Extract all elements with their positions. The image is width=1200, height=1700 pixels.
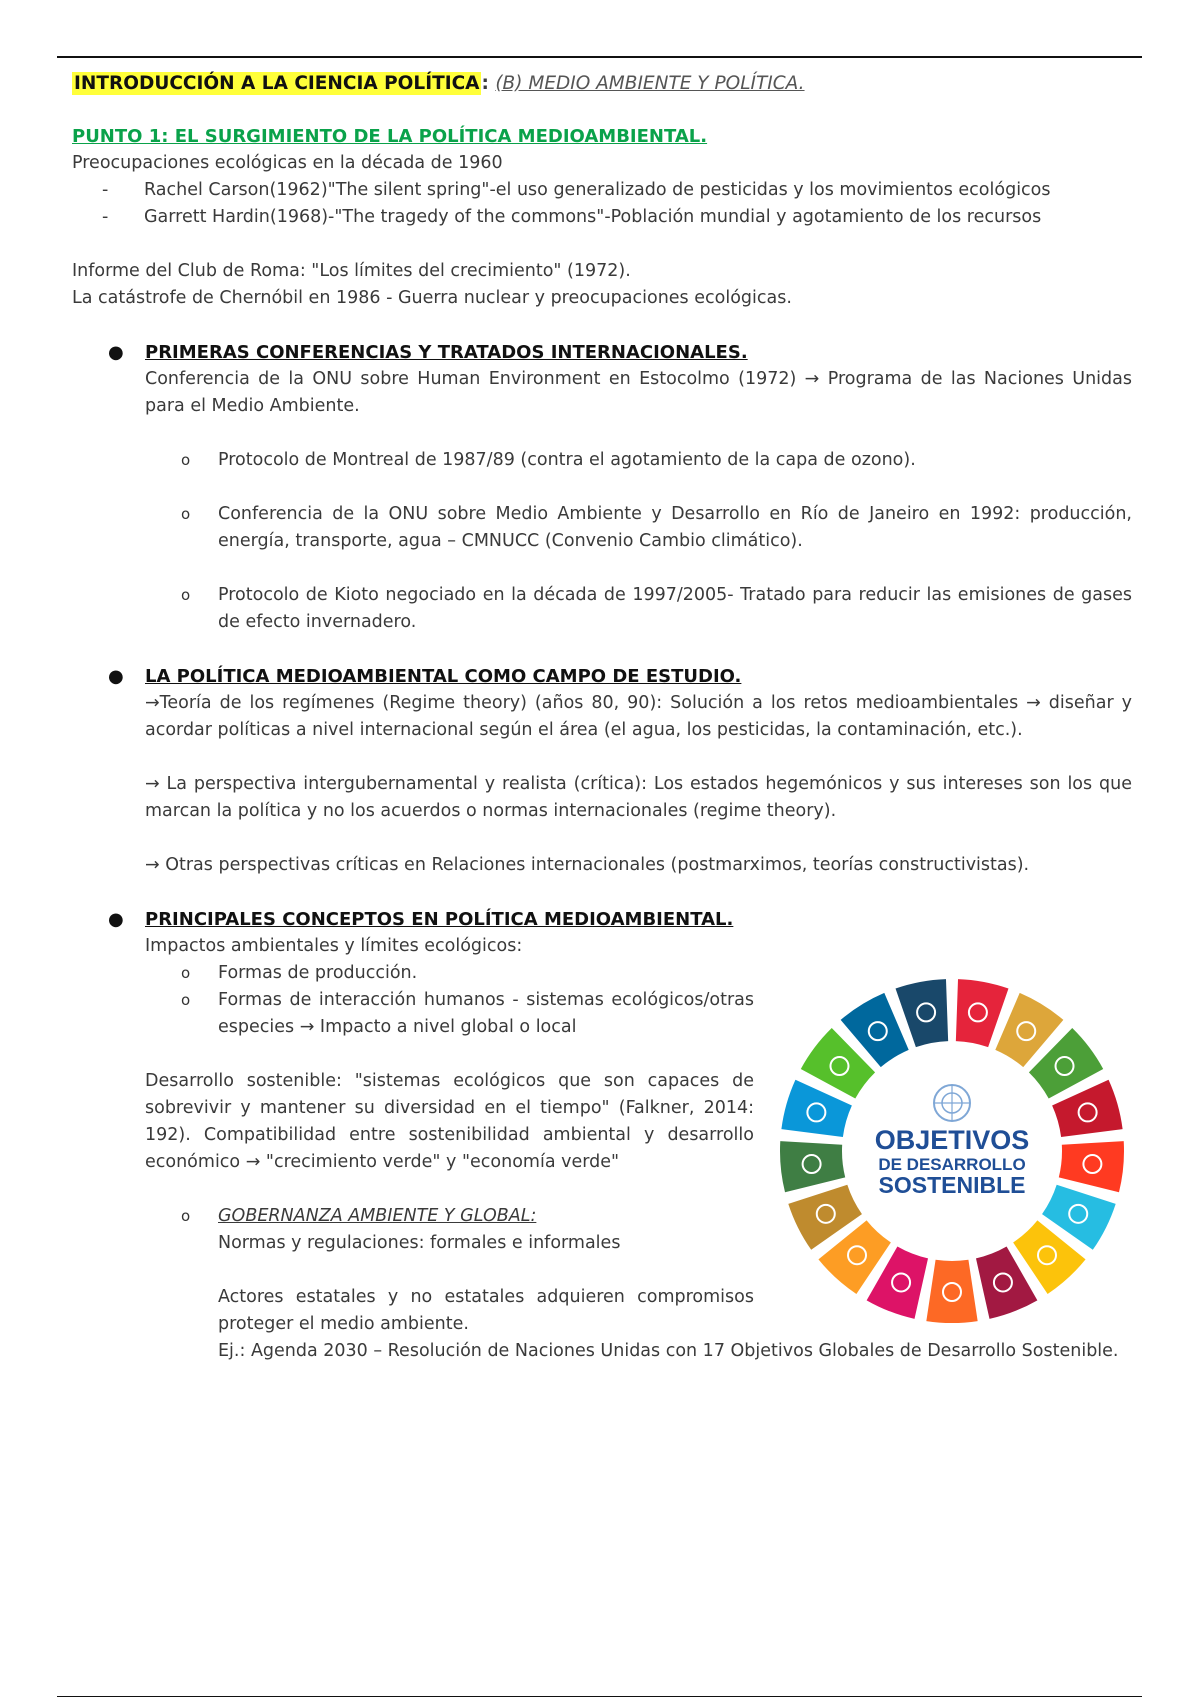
list-item (145, 1203, 754, 1338)
section-intro: Conferencia de la ONU sobre Human Environment en Estocolmo (1972) → Programa de las Naciones Unidas para el Medio Ambiente. (145, 369, 1132, 416)
list-item: o Conferencia de la ONU sobre Medio Ambiente y Desarrollo en Río de Janeiro en 1992: producción, energía, transporte, agua – CMNUCC (Convenio Cambio climático). (145, 501, 1132, 555)
list-item: o Formas de interacción humanos - sistemas ecológicos/otras especies → Impacto a nivel global o local (145, 987, 754, 1041)
bullet-icon: ● (108, 909, 124, 930)
sdg-segment (780, 1141, 845, 1192)
bullet-icon: ● (108, 666, 124, 687)
sdg-logo-line1: OBJETIVOS (874, 1125, 1030, 1155)
section-title: PRINCIPALES CONCEPTOS EN POLÍTICA MEDIOAMBIENTAL. (145, 909, 734, 930)
section-conceptos (72, 906, 1132, 1365)
desarrollo-sostenible-paragraph: Desarrollo sostenible: "sistemas ecológicos que son capaces de sobrevivir y mantener su diversidad en el tiempo" (Falkner, 2014: 192). Compatibilidad entre sostenibilidad ambiental y desarrollo económico → "crecimiento verde" y "economía verde" (145, 1071, 754, 1172)
punto1-intro: Preocupaciones ecológicas en la década de 1960 (72, 153, 503, 173)
section-campo-estudio (72, 663, 1132, 879)
list-item: - Garrett Hardin(1968)-"The tragedy of the commons"-Población mundial y agotamiento de los recursos (102, 204, 1132, 231)
punto1-list (72, 177, 1132, 231)
sdg-logo-line2: DE DESARROLLO (878, 1155, 1026, 1174)
punto1-title: PUNTO 1: EL SURGIMIENTO DE LA POLÍTICA MEDIOAMBIENTAL. (72, 126, 708, 147)
section-intro: Impactos ambientales y límites ecológicos: (145, 936, 523, 956)
realist-paragraph: → La perspectiva intergubernamental y realista (crítica): Los estados hegemónicos y sus intereses son los que marcan la política y no los acuerdos o normas internacionales (regime theory). (145, 774, 1132, 821)
chernobil-line: La catástrofe de Chernóbil en 1986 - Guerra nuclear y preocupaciones ecológicas. (72, 288, 792, 308)
list-item: o Formas de producción. (145, 960, 754, 987)
gobernanza-list (72, 1203, 754, 1338)
sdg-segment (1059, 1141, 1124, 1192)
bullet-icon: ● (108, 342, 124, 363)
sdg-segment (926, 1260, 977, 1323)
club-roma-line: Informe del Club de Roma: "Los límites del crecimiento" (1972). (72, 261, 631, 281)
list-item: o Protocolo de Montreal de 1987/89 (contra el agotamiento de la capa de ozono). (145, 447, 1132, 474)
sdg-logo-line3: SOSTENIBLE (878, 1172, 1026, 1198)
section-title: LA POLÍTICA MEDIOAMBIENTAL COMO CAMPO DE ESTUDIO. (145, 666, 742, 687)
document-body (72, 70, 1132, 1365)
impactos-list (72, 960, 754, 1041)
title-separator: : (481, 73, 489, 94)
document-title: INTRODUCCIÓN A LA CIENCIA POLÍTICA (74, 73, 480, 94)
gobernanza-actores: Actores estatales y no estatales adquieren compromisos proteger el medio ambiente. (218, 1287, 754, 1334)
critical-paragraph: → Otras perspectivas críticas en Relaciones internacionales (postmarximos, teorías constructivistas). (145, 855, 1030, 875)
section-conferencias (72, 339, 1132, 420)
document-header (72, 70, 1132, 97)
sdg-segment (896, 979, 949, 1047)
sdg-segment (956, 979, 1009, 1047)
agenda-2030-paragraph: Ej.: Agenda 2030 – Resolución de Naciones Unidas con 17 Objetivos Globales de Desarrollo Sostenible. (218, 1341, 1119, 1361)
section-title: PRIMERAS CONFERENCIAS Y TRATADOS INTERNACIONALES. (145, 342, 748, 363)
bottom-rule (57, 1696, 1142, 1697)
conferencias-list (72, 447, 1132, 636)
un-emblem-icon (934, 1085, 970, 1121)
document-subtitle: (B) MEDIO AMBIENTE Y POLÍTICA. (495, 73, 805, 94)
regime-theory-paragraph: →Teoría de los regímenes (Regime theory) (años 80, 90): Solución a los retos medioambientales → diseñar y acordar políticas a nivel internacional según el área (el agua, los pesticidas, la contaminación, etc.). (145, 693, 1132, 740)
list-item: o Protocolo de Kioto negociado en la década de 1997/2005- Tratado para reducir las emisiones de gases de efecto invernadero. (145, 582, 1132, 636)
gobernanza-normas: Normas y regulaciones: formales e informales (218, 1233, 621, 1253)
top-rule (57, 56, 1142, 58)
gobernanza-title: GOBERNANZA AMBIENTE Y GLOBAL: (218, 1206, 537, 1226)
sdg-wheel-logo (772, 971, 1132, 1331)
list-item: - Rachel Carson(1962)"The silent spring"-el uso generalizado de pesticidas y los movimientos ecológicos (102, 177, 1132, 204)
